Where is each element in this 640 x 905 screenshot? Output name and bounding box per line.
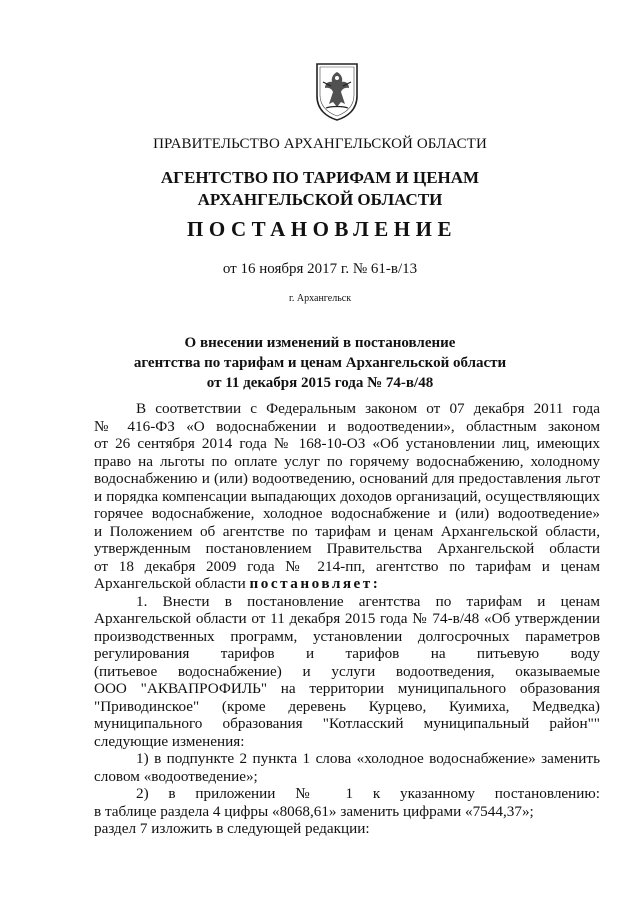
body-line: муниципального образования "Котласский муниципальный район"" — [94, 715, 600, 732]
agency-name — [0, 167, 640, 211]
body-line: утвержденным постановлением Правительства Архангельской области — [94, 540, 600, 557]
body-line: 2) в приложении № 1 к указанному постановлению: — [136, 785, 600, 802]
body-line: словом «водоотведение»; — [94, 767, 258, 785]
resolves-word: постановляет: — [249, 575, 381, 592]
body-line: (питьевое водоснабжение) и услуги водоотведения, оказываемые — [94, 662, 600, 680]
body-line: следующие изменения: — [94, 732, 245, 750]
body-line: водоснабжению и (или) водоотведению, оснований для предоставления льгот — [94, 470, 600, 487]
body-line — [94, 575, 600, 593]
body-text: Архангельской области — [94, 575, 246, 592]
body-line: от 26 сентября 2014 года № 168-10-ОЗ «Об установлении лиц, имеющих — [94, 435, 600, 452]
subject-line-2: агентства по тарифам и ценам Архангельской области — [133, 355, 507, 371]
government-name: ПРАВИТЕЛЬСТВО АРХАНГЕЛЬСКОЙ ОБЛАСТИ — [153, 136, 487, 152]
body-line: В соответствии с Федеральным законом от 07 декабря 2011 года — [136, 400, 600, 417]
body-line: производственных программ, установлении долгосрочных параметров — [94, 627, 600, 645]
body-line: и Положением об агентстве по тарифам и ценам Архангельской области, — [94, 522, 600, 540]
body-line: и порядка компенсации выпадающих доходов организаций, осуществляющих — [94, 487, 600, 505]
body-line: право на льготы по оплате услуг по горячему водоснабжению, холодному — [94, 452, 600, 470]
subject-line-1: О внесении изменений в постановление — [184, 335, 456, 351]
body-line: № 416-ФЗ «О водоснабжении и водоотведении», областным законом — [94, 417, 600, 435]
body-line: регулирования тарифов и тарифов на питьевую воду — [94, 645, 600, 662]
body-line: горячее водоснабжение, холодное водоснабжение и (или) водоотведение» — [94, 505, 600, 522]
document-body — [94, 400, 600, 838]
agency-line-1: АГЕНТСТВО ПО ТАРИФАМ И ЦЕНАМ — [160, 168, 480, 187]
body-line: 1. Внести в постановление агентства по тарифам и ценам — [136, 592, 600, 610]
body-line: в таблице раздела 4 цифры «8068,61» заменить цифрами «7544,37»; — [94, 802, 534, 820]
document-type: ПОСТАНОВЛЕНИЕ — [187, 217, 457, 241]
agency-line-2: АРХАНГЕЛЬСКОЙ ОБЛАСТИ — [197, 190, 443, 209]
body-line: Архангельской области от 11 декабря 2015 года № 74-в/48 «Об утверждении — [94, 610, 600, 627]
subject-line-3: от 11 декабря 2015 года № 74-в/48 — [206, 375, 434, 391]
body-line: 1) в подпункте 2 пункта 1 слова «холодное водоснабжение» заменить — [136, 750, 600, 767]
body-line: ООО "АКВАПРОФИЛЬ" на территории муниципального образования — [94, 680, 600, 697]
date-number: от 16 ноября 2017 г. № 61-в/13 — [222, 261, 418, 277]
document-subject — [0, 333, 640, 393]
city: г. Архангельск — [288, 293, 352, 304]
body-line: "Приводинское" (кроме деревень Курцево, Куимиха, Медведка) — [94, 697, 600, 715]
body-line: от 18 декабря 2009 года № 214-пп, агентство по тарифам и ценам — [94, 557, 600, 575]
coat-of-arms-icon — [311, 60, 363, 122]
body-line: раздел 7 изложить в следующей редакции: — [94, 820, 370, 837]
